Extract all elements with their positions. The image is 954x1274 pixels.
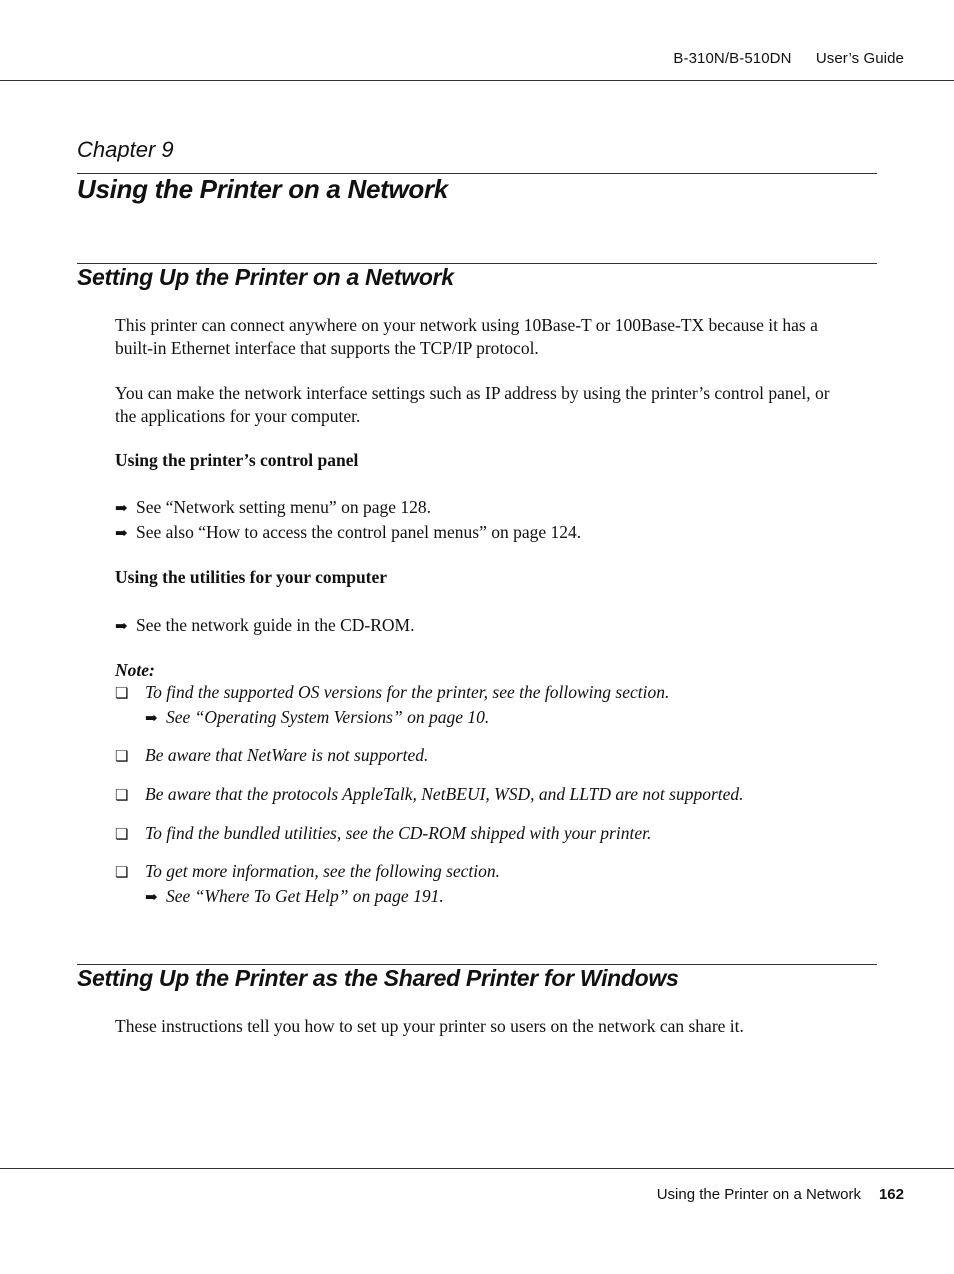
cross-reference[interactable] — [115, 522, 581, 543]
paragraph: These instructions tell you how to set up your printer so users on the network can share it. — [115, 1016, 744, 1036]
section-title: Setting Up the Printer on a Network — [77, 264, 454, 290]
page-number: 162 — [878, 1186, 904, 1203]
header-model: B-310N/B-510DN — [673, 50, 792, 67]
cross-reference[interactable] — [115, 497, 431, 518]
note-label: Note: — [115, 660, 155, 680]
arrow-right-icon: ➡ — [145, 711, 158, 727]
arrow-right-icon: ➡ — [115, 619, 128, 635]
paragraph — [115, 382, 877, 428]
paragraph — [115, 314, 877, 360]
checkbox-icon: ❏ — [115, 865, 129, 881]
cross-reference-text: See also “How to access the control panel menus” on page 124. — [136, 522, 582, 542]
cross-reference-text: See “Operating System Versions” on page 10. — [166, 707, 490, 727]
note-item-text: Be aware that NetWare is not supported. — [145, 745, 429, 765]
arrow-right-icon: ➡ — [115, 526, 128, 542]
cross-reference-text: See “Where To Get Help” on page 191. — [166, 886, 444, 906]
footer-rule — [0, 1168, 954, 1169]
chapter-title: Using the Printer on a Network — [77, 174, 448, 204]
arrow-right-icon: ➡ — [145, 890, 158, 906]
chapter-label: Chapter 9 — [77, 137, 174, 162]
cross-reference-text: See the network guide in the CD-ROM. — [136, 615, 415, 635]
note-item-text: To get more information, see the following section. — [145, 861, 501, 881]
footer-title: Using the Printer on a Network — [656, 1186, 861, 1203]
header-guide: User’s Guide — [815, 50, 904, 67]
cross-reference[interactable] — [115, 615, 415, 636]
checkbox-icon: ❏ — [115, 686, 129, 702]
subheading: Using the utilities for your computer — [115, 567, 388, 587]
paragraph-line: You can make the network interface settings such as IP address by using the printer’s control panel, or — [115, 383, 830, 403]
section-title: Setting Up the Printer as the Shared Printer for Windows — [77, 965, 679, 991]
paragraph-line: This printer can connect anywhere on your network using 10Base-T or 100Base-TX because it has a — [115, 315, 818, 335]
note-item-text: To find the bundled utilities, see the CD-ROM shipped with your printer. — [145, 823, 652, 843]
paragraph-line: the applications for your computer. — [115, 406, 361, 426]
checkbox-icon: ❏ — [115, 827, 129, 843]
cross-reference[interactable] — [145, 886, 444, 907]
note-item-text: To find the supported OS versions for the printer, see the following section. — [145, 682, 670, 702]
arrow-right-icon: ➡ — [115, 501, 128, 517]
running-footer — [657, 1186, 904, 1203]
cross-reference[interactable] — [145, 707, 489, 728]
note-item-text: Be aware that the protocols AppleTalk, NetBEUI, WSD, and LLTD are not supported. — [145, 784, 744, 804]
header-rule — [0, 80, 954, 81]
running-header — [673, 50, 904, 67]
cross-reference-text: See “Network setting menu” on page 128. — [136, 497, 431, 517]
paragraph-line: built-in Ethernet interface that supports the TCP/IP protocol. — [115, 338, 539, 358]
checkbox-icon: ❏ — [115, 749, 129, 765]
checkbox-icon: ❏ — [115, 788, 129, 804]
subheading: Using the printer’s control panel — [115, 450, 359, 470]
